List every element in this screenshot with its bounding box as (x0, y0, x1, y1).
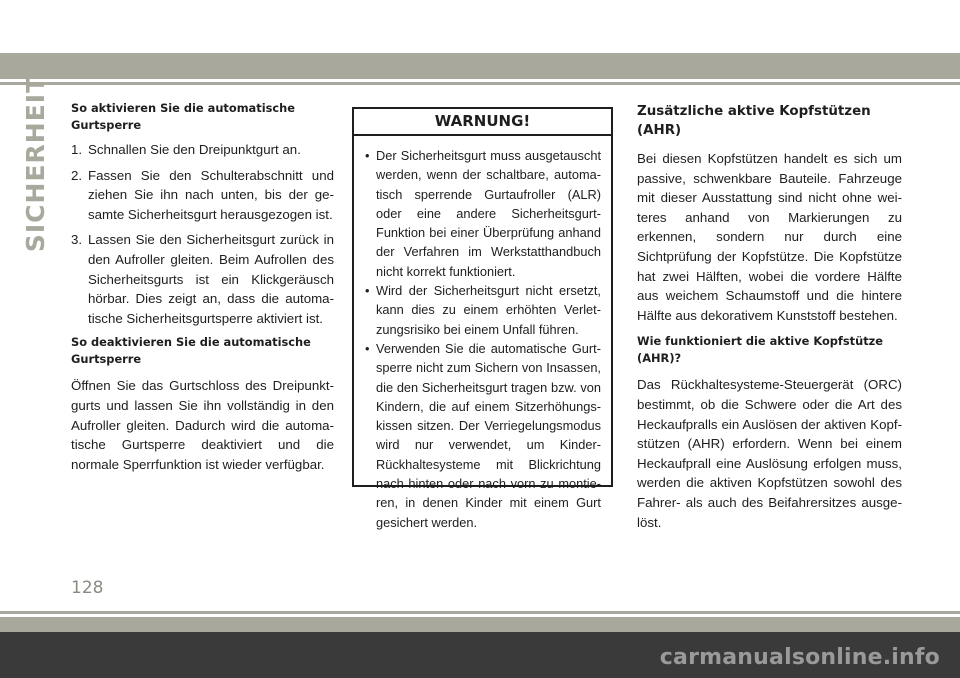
step-item (71, 140, 334, 160)
bottom-rule (0, 611, 960, 614)
warning-list (354, 146, 611, 532)
step-number: 2. (71, 167, 83, 183)
activation-steps (71, 140, 334, 328)
warning-item (365, 339, 601, 532)
paragraph-how-ahr: Das Rückhaltesysteme-Steuergerät (ORC) bestimmt, ob die Schwere oder die Art des Heckaufpralls ein Auslösen der aktiven Kopfstützen (AHR) erfordern. Wenn bei einem Heckaufprall eine Auslösung erfolgen muss, werden die aktiven Kopfstützen sowohl des Fahrer- als auch des Beifahrersitzes ausgelöst. (637, 377, 902, 530)
top-decor-bar (0, 0, 960, 79)
step-text: Fassen Sie den Schulterabschnitt und ziehen Sie ihn nach unten, bis der gesamte Sicherheitsgurt herausgezogen ist. (88, 167, 334, 222)
warning-title: WARNUNG! (354, 109, 611, 136)
step-item (71, 230, 334, 328)
top-band (0, 53, 960, 79)
top-rule (0, 82, 960, 85)
section-tab-label: SICHERHEIT (21, 74, 51, 252)
bullet: • (365, 283, 370, 299)
step-item (71, 166, 334, 225)
right-column (637, 102, 902, 532)
heading-how-ahr: Wie funktioniert die aktive Kopfstütze (AHR)? (637, 334, 884, 366)
heading-ahr: Zusätzliche aktive Kopfstützen (AHR) (637, 104, 871, 138)
section-tab (18, 74, 54, 252)
watermark: carmanualsonline.info (659, 645, 940, 670)
bullet: • (365, 340, 370, 356)
heading-deactivate: So deaktivieren Sie die automatische Gurtsperre (71, 335, 311, 367)
bullet: • (365, 148, 370, 163)
page-number: 128 (71, 578, 104, 598)
heading-activate: So aktivieren Sie die automatische Gurtsperre (71, 101, 295, 132)
warning-box (352, 107, 613, 530)
bottom-band (0, 617, 960, 632)
step-number: 1. (71, 142, 83, 157)
step-number: 3. (71, 232, 83, 248)
warning-text: Der Sicherheitsgurt muss ausgetauscht werden, wenn der schaltbare, automatisch sperrende Gurtaufroller (ALR) oder eine andere Sicherheitsgurt-Funktion bei einer Überprüfung anhand der Verfahren im Werkstatthandbuch nicht korrekt funktioniert. (376, 148, 601, 279)
step-text: Lassen Sie den Sicherheitsgurt zurück in den Aufroller gleiten. Beim Aufrollen des Sicherheitsgurts ist ein Klickgeräusch hörbar. Dies zeigt an, dass die automatische Sicherheitsgurtsperre aktiviert ist. (88, 232, 334, 326)
paragraph-ahr: Bei diesen Kopfstützen handelt es sich um passive, schwenkbare Bauteile. Fahrzeuge mit dieser Ausstattung sind nicht ohne weiteres anhand von Markierungen zu erkennen, sondern nur durch eine Sichtprüfung der Kopfstütze. Die Kopfstütze hat zwei Hälften, wobei die vordere Hälfte aus weichem Schaumstoff und die hintere Hälfte aus dekorativem Kunststoff bestehen. (637, 151, 902, 323)
left-column (71, 100, 334, 474)
step-text: Schnallen Sie den Dreipunktgurt an. (88, 142, 301, 157)
paragraph-deactivate: Öffnen Sie das Gurtschloss des Dreipunktgurts und lassen Sie ihn vollständig in den Aufroller gleiten. Dadurch wird die automatische Gurtsperre deaktiviert und die normale Sperrfunktion ist wieder verfügbar. (71, 378, 334, 472)
warning-text: Wird der Sicherheitsgurt nicht ersetzt, kann dies zu einem erhöhten Verletzungsrisiko bei einem Unfall führen. (376, 283, 601, 337)
warning-item (365, 146, 601, 281)
warning-item (365, 281, 601, 339)
warning-text: Verwenden Sie die automatische Gurtsperre nicht zum Sichern von Insassen, die den Sicherheitsgurt tragen bzw. von Kindern, die auf einem Sitzerhöhungskissen sitzen. Der Verriegelungsmodus wird nur verwendet, um Kinder-Rückhaltesysteme mit Blickrichtung nach hinten oder nach vorn zu montieren, in denen Kinder mit einem Gurt gesichert werden. (376, 340, 601, 530)
